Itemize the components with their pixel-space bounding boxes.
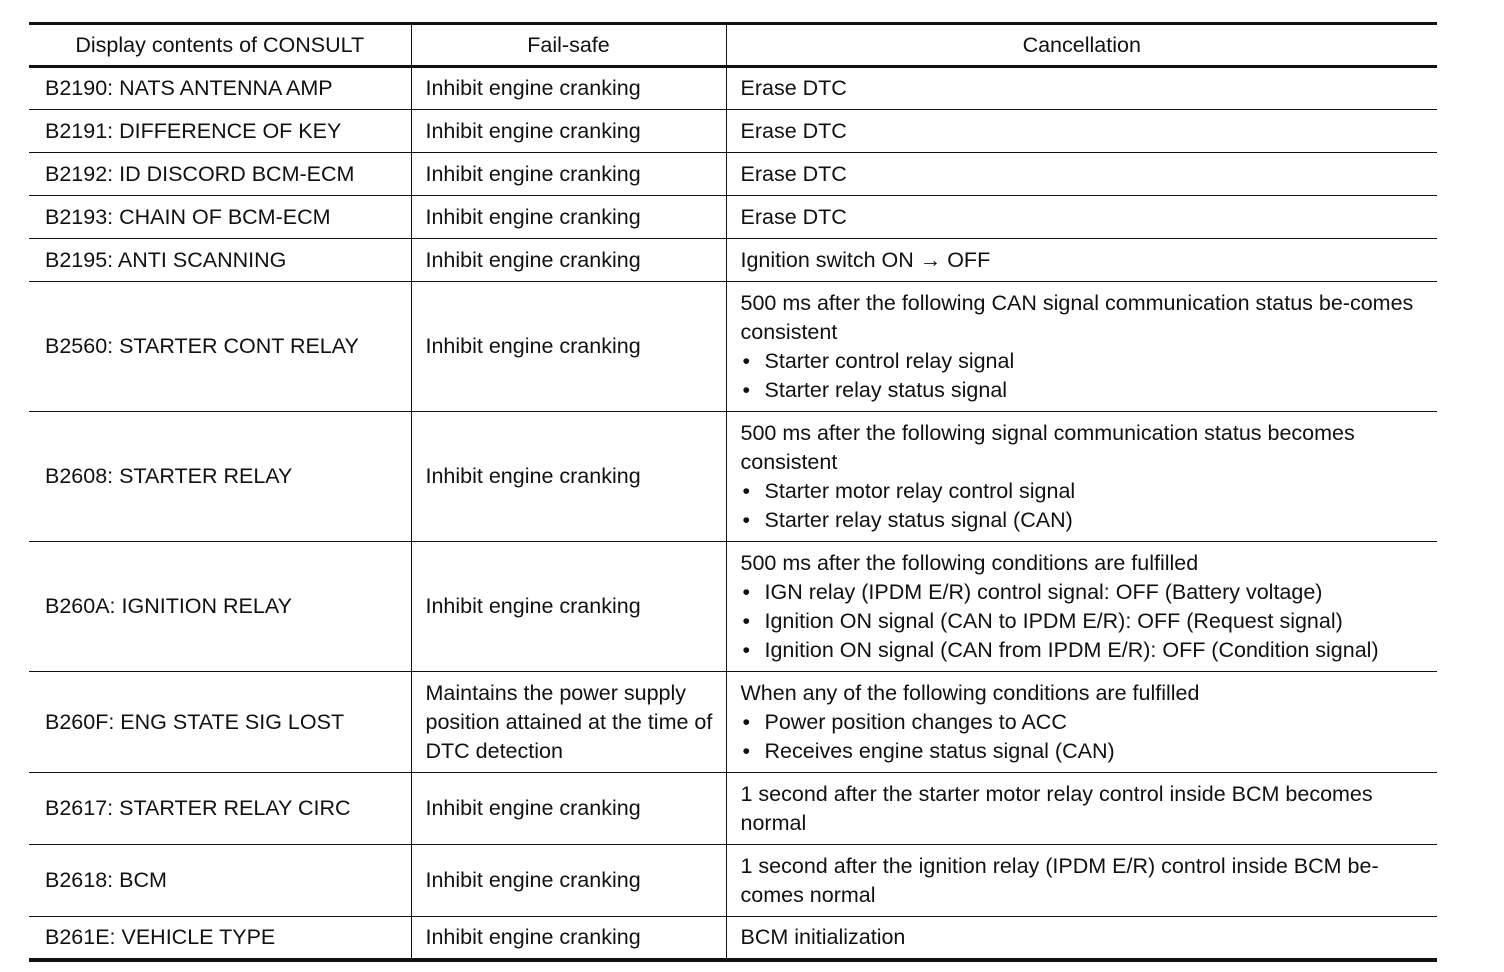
cancellation-bullet-item: • Power position changes to ACC — [741, 708, 1430, 737]
cell-display-contents: B261E: VEHICLE TYPE — [45, 924, 276, 949]
cell-cancellation — [726, 917, 1437, 960]
cancellation-bullet-item: • Starter relay status signal (CAN) — [741, 506, 1430, 535]
table-row — [29, 845, 1437, 917]
cell-cancellation — [726, 282, 1437, 412]
header-row — [29, 24, 1437, 67]
cancellation-bullet-list — [741, 347, 1430, 405]
table-row — [29, 917, 1437, 960]
cancellation-text: 1 second after the ignition relay (IPDM E/R) control inside BCM be-comes normal — [740, 853, 1379, 907]
table-row — [29, 412, 1437, 542]
cell-cancellation — [726, 412, 1437, 542]
cell-fail-safe: Inhibit engine cranking — [411, 239, 726, 282]
cancellation-bullet-list — [741, 578, 1430, 665]
cell-fail-safe: Inhibit engine cranking — [411, 110, 726, 153]
cancellation-text: 1 second after the starter motor relay control inside BCM becomes normal — [740, 781, 1373, 835]
cell-fail-safe: Maintains the power supply position attained at the time of DTC detection — [411, 672, 726, 773]
cell-display-contents: B2560: STARTER CONT RELAY — [45, 334, 359, 358]
cell-fail-safe: Inhibit engine cranking — [411, 412, 726, 542]
cancellation-bullet-item: • IGN relay (IPDM E/R) control signal: OFF (Battery voltage) — [741, 578, 1430, 607]
cell-cancellation — [726, 153, 1437, 196]
table-row — [29, 282, 1437, 412]
cancellation-text: Erase DTC — [740, 76, 847, 100]
cancellation-text: Ignition switch ON → OFF — [740, 247, 991, 272]
cancellation-bullet-list — [741, 477, 1430, 535]
cell-fail-safe: Inhibit engine cranking — [411, 917, 726, 960]
cell-cancellation — [726, 196, 1437, 239]
cancellation-bullet-item: • Starter motor relay control signal — [741, 477, 1430, 506]
cell-fail-safe: Inhibit engine cranking — [411, 773, 726, 845]
failsafe-table — [29, 22, 1437, 962]
table-row — [29, 196, 1437, 239]
table-row — [29, 542, 1437, 672]
cell-display-contents: B2618: BCM — [45, 868, 167, 892]
cancellation-bullet-item: • Receives engine status signal (CAN) — [741, 737, 1430, 766]
table-row — [29, 672, 1437, 773]
cancellation-bullet-item: • Starter relay status signal — [741, 376, 1430, 405]
cancellation-text: 500 ms after the following CAN signal communication status be-comes consistent — [740, 290, 1414, 344]
cell-display-contents: B260F: ENG STATE SIG LOST — [45, 709, 345, 734]
cell-cancellation — [726, 110, 1437, 153]
cell-cancellation — [726, 672, 1437, 773]
cancellation-bullet-list — [741, 708, 1430, 766]
cancellation-bullet-item: • Ignition ON signal (CAN to IPDM E/R): OFF (Request signal) — [741, 607, 1430, 636]
cancellation-text: Erase DTC — [740, 161, 847, 186]
cell-display-contents: B2195: ANTI SCANNING — [45, 247, 287, 272]
header-cancellation: Cancellation — [726, 24, 1437, 67]
cell-display-contents: B260A: IGNITION RELAY — [45, 594, 292, 618]
cell-display-contents: B2191: DIFFERENCE OF KEY — [45, 118, 342, 143]
cell-fail-safe: Inhibit engine cranking — [411, 845, 726, 917]
cell-fail-safe: Inhibit engine cranking — [411, 196, 726, 239]
cell-fail-safe: Inhibit engine cranking — [411, 282, 726, 412]
cell-display-contents: B2608: STARTER RELAY — [45, 464, 293, 488]
cancellation-text: Erase DTC — [740, 118, 847, 143]
cell-display-contents: B2192: ID DISCORD BCM-ECM — [45, 161, 355, 186]
cancellation-text: 500 ms after the following signal communication status becomes consistent — [740, 420, 1355, 474]
table-row — [29, 67, 1437, 110]
cell-cancellation — [726, 542, 1437, 672]
table-row — [29, 773, 1437, 845]
header-fail-safe: Fail-safe — [411, 24, 726, 67]
cancellation-text: When any of the following conditions are fulfilled — [740, 680, 1200, 705]
cancellation-text: 500 ms after the following conditions are fulfilled — [740, 550, 1199, 575]
cancellation-text: Erase DTC — [740, 204, 847, 229]
table-row — [29, 239, 1437, 282]
cell-display-contents: B2190: NATS ANTENNA AMP — [45, 76, 333, 100]
table-body — [29, 67, 1437, 960]
cell-display-contents: B2193: CHAIN OF BCM-ECM — [45, 204, 331, 229]
cancellation-bullet-item: • Starter control relay signal — [741, 347, 1430, 376]
cell-display-contents: B2617: STARTER RELAY CIRC — [45, 796, 351, 820]
cell-fail-safe: Inhibit engine cranking — [411, 67, 726, 110]
cell-cancellation — [726, 773, 1437, 845]
cancellation-text: BCM initialization — [740, 924, 906, 949]
table-row — [29, 110, 1437, 153]
cell-cancellation — [726, 67, 1437, 110]
table-header — [29, 24, 1437, 67]
cell-cancellation — [726, 845, 1437, 917]
table-row — [29, 153, 1437, 196]
cell-cancellation — [726, 239, 1437, 282]
header-display-contents: Display contents of CONSULT — [75, 32, 365, 57]
cell-fail-safe: Inhibit engine cranking — [411, 153, 726, 196]
cancellation-bullet-item: • Ignition ON signal (CAN from IPDM E/R): OFF (Condition signal) — [741, 636, 1430, 665]
cell-fail-safe: Inhibit engine cranking — [411, 542, 726, 672]
